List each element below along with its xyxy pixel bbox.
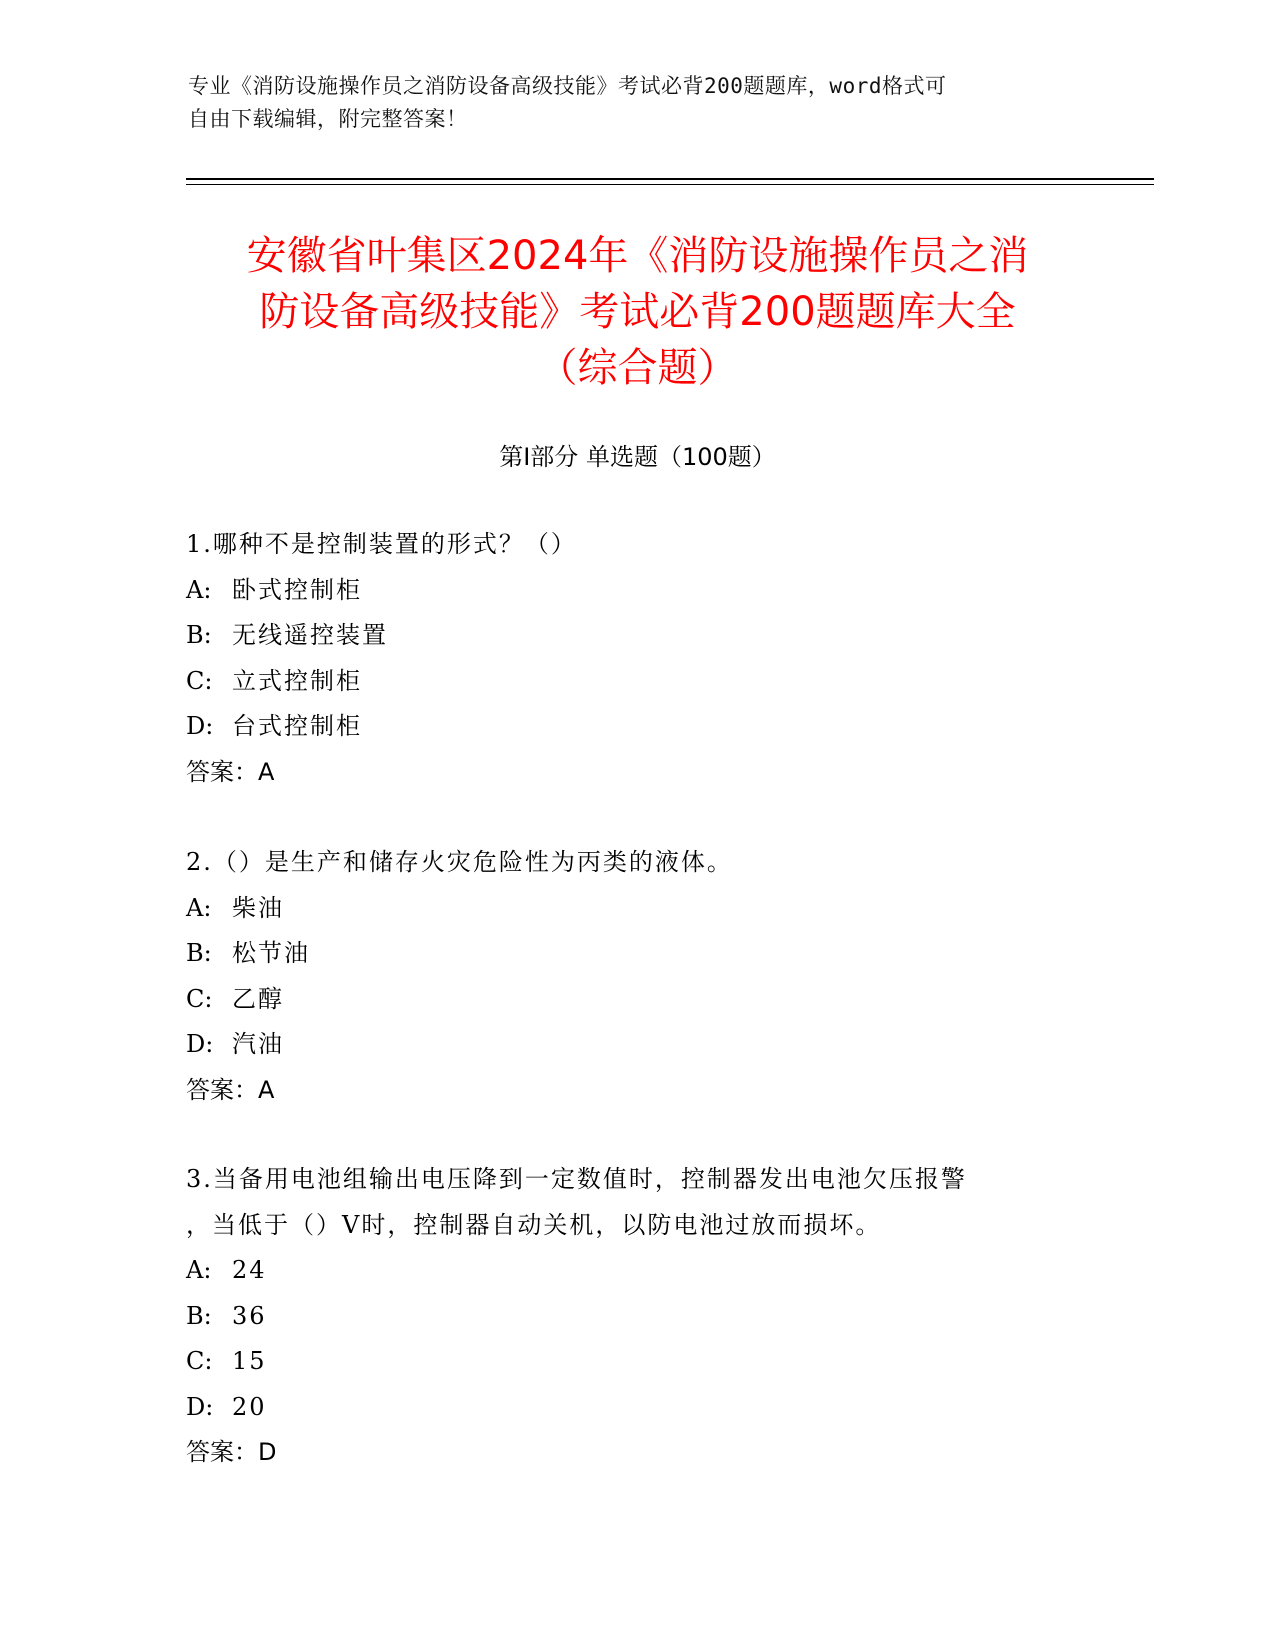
- document-title: [150, 228, 1125, 396]
- option-key: C:: [186, 1347, 213, 1375]
- option-a: [186, 1248, 1086, 1294]
- option-b: [186, 931, 1086, 977]
- option-text: 柴油: [232, 893, 284, 922]
- option-key: C:: [186, 984, 213, 1013]
- document-title-line-3: （综合题）: [537, 345, 738, 391]
- option-key: A:: [186, 1256, 212, 1284]
- header-divider-thick: [186, 178, 1154, 180]
- option-text: 立式控制柜: [232, 666, 362, 695]
- option-key: C:: [186, 666, 213, 695]
- question-3: [186, 1157, 1086, 1476]
- option-text: 卧式控制柜: [232, 575, 362, 604]
- option-c: [186, 659, 1086, 705]
- document-title-line-2: 防设备高级技能》考试必背200题题库大全: [259, 289, 1016, 335]
- header-note-line-2: 自由下载编辑，附完整答案！: [188, 107, 468, 131]
- section-title: 第Ⅰ部分 单选题（100题）: [499, 443, 776, 471]
- option-d: [186, 1022, 1086, 1068]
- question-stem: 2.（）是生产和储存火灾危险性为丙类的液体。: [186, 848, 733, 876]
- answer: 答案：A: [186, 1075, 275, 1104]
- question-2: [186, 840, 1086, 1113]
- option-text: 24: [232, 1256, 267, 1284]
- option-text: 乙醇: [232, 984, 284, 1013]
- option-a: [186, 886, 1086, 932]
- answer: 答案：D: [186, 1438, 277, 1466]
- option-a: [186, 568, 1086, 614]
- question-1: [186, 522, 1086, 795]
- option-b: [186, 613, 1086, 659]
- option-c: [186, 977, 1086, 1023]
- option-key: A:: [186, 575, 212, 604]
- option-text: 20: [232, 1392, 267, 1421]
- option-text: 汽油: [232, 1030, 284, 1058]
- option-key: B:: [186, 1301, 212, 1330]
- option-text: 松节油: [232, 939, 310, 967]
- option-text: 15: [232, 1347, 267, 1375]
- option-key: D:: [186, 1392, 214, 1421]
- header-note: [188, 70, 1068, 136]
- option-b: [186, 1294, 1086, 1340]
- option-text: 36: [232, 1301, 267, 1330]
- option-key: D:: [186, 712, 214, 740]
- option-c: [186, 1339, 1086, 1385]
- header-divider-thin: [186, 184, 1154, 185]
- question-stem: 3.当备用电池组输出电压降到一定数值时，控制器发出电池欠压报警: [186, 1165, 967, 1193]
- answer: 答案：A: [186, 757, 275, 786]
- question-stem: 1.哪种不是控制装置的形式？（）: [186, 530, 577, 558]
- option-d: [186, 1385, 1086, 1431]
- header-note-line-1: 专业《消防设施操作员之消防设备高级技能》考试必背200题题库，word格式可: [188, 74, 947, 98]
- document-title-line-1: 安徽省叶集区2024年《消防设施操作员之消: [246, 233, 1029, 279]
- option-text: 无线遥控装置: [232, 621, 388, 649]
- question-stem-continued: ，当低于（）V时，控制器自动关机，以防电池过放而损坏。: [186, 1210, 882, 1239]
- option-key: B:: [186, 621, 212, 649]
- option-key: D:: [186, 1030, 214, 1058]
- option-key: A:: [186, 893, 212, 922]
- option-d: [186, 704, 1086, 750]
- option-text: 台式控制柜: [232, 712, 362, 740]
- option-key: B:: [186, 939, 212, 967]
